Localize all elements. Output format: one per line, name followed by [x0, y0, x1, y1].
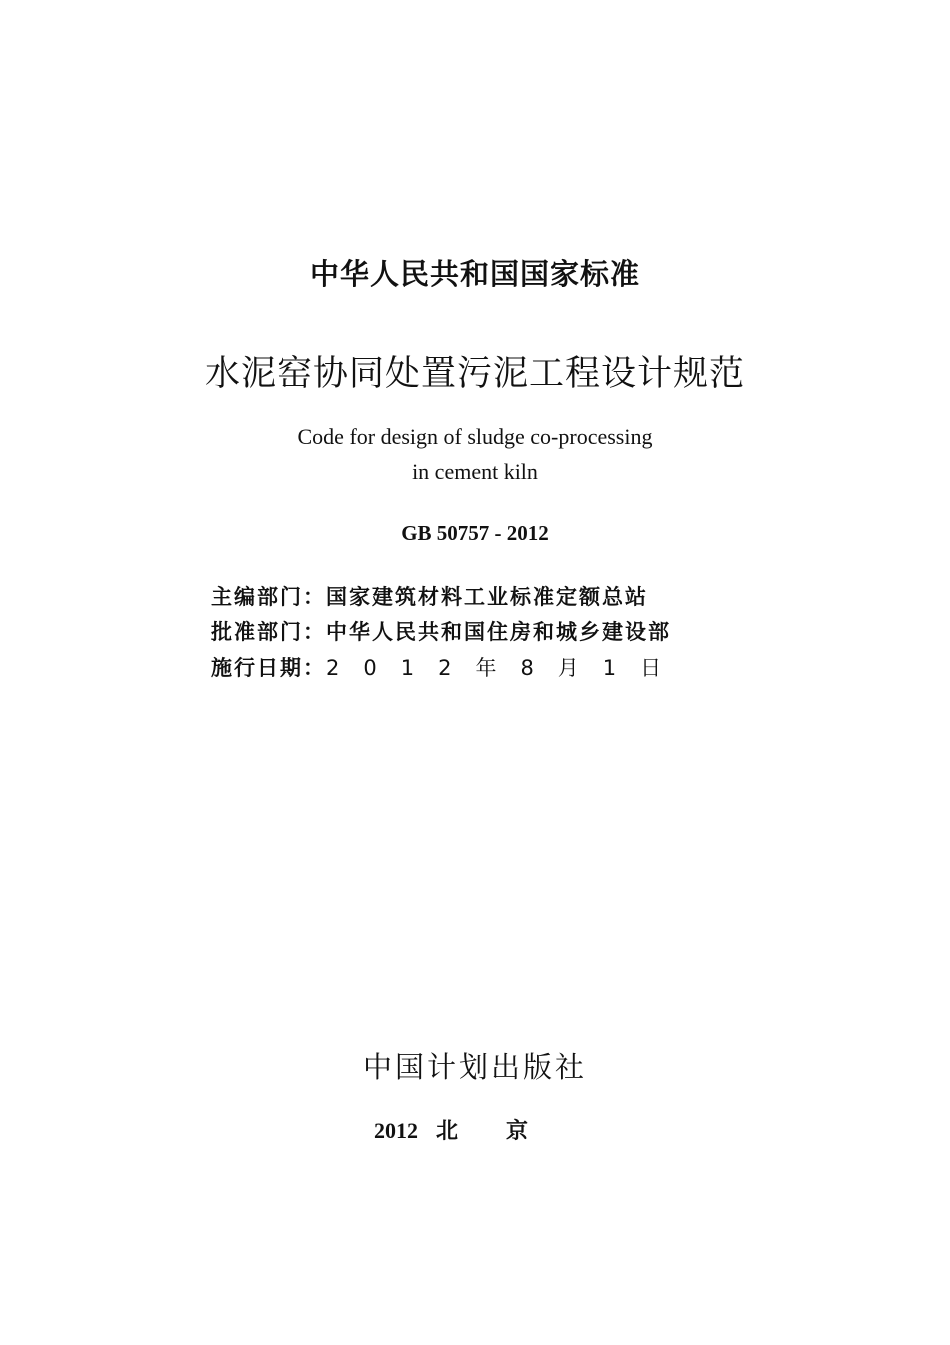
effective-date-row [211, 652, 685, 682]
chief-editor-value: 国家建筑材料工业标准定额总站 [326, 585, 648, 609]
publication-year: 2012 [373, 1118, 418, 1143]
standard-code: GB 50757 - 2012 [401, 521, 549, 545]
publisher-name: 中国计划出版社 [362, 1050, 587, 1084]
effective-date-label: 施行日期： [211, 656, 326, 680]
title-english-line2: in cement kiln [412, 459, 538, 484]
standard-heading: 中华人民共和国国家标准 [309, 257, 640, 291]
approver-label: 批准部门： [211, 620, 326, 644]
title-english-line1: Code for design of sludge co-processing [297, 424, 653, 449]
title-chinese: 水泥窑协同处置污泥工程设计规范 [204, 354, 745, 394]
approver-value: 中华人民共和国住房和城乡建设部 [326, 620, 671, 644]
chief-editor-row [211, 581, 648, 611]
publication-city: 北京 [435, 1118, 576, 1143]
publication-line [0, 1114, 950, 1145]
effective-date-value: 2012年8月1日 [326, 656, 686, 680]
approver-row [211, 616, 671, 646]
chief-editor-label: 主编部门： [211, 585, 326, 609]
